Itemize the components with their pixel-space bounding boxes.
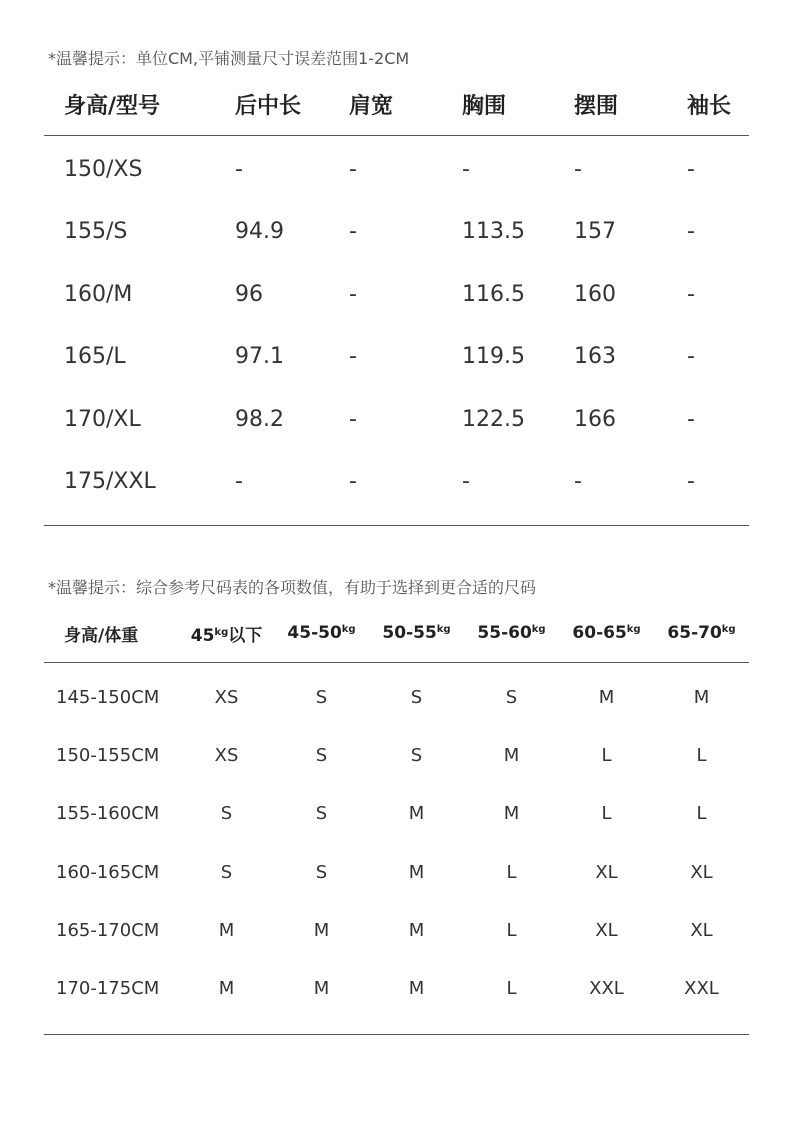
- table-cell: XXL: [589, 978, 624, 1000]
- table-cell: S: [315, 861, 328, 883]
- table-cell: L: [696, 744, 707, 766]
- table-cell: 165-170CM: [56, 919, 160, 941]
- table-row: [44, 263, 749, 326]
- table-cell: S: [410, 744, 423, 766]
- table-cell: L: [506, 861, 517, 883]
- table-cell: 150/XS: [64, 156, 143, 182]
- table-cell: M: [313, 978, 330, 1000]
- table-cell: L: [696, 803, 707, 825]
- table-body: [44, 136, 749, 526]
- table-cell: -: [574, 469, 582, 495]
- table-cell: S: [315, 744, 328, 766]
- table-header: [44, 74, 749, 136]
- table-row: [44, 959, 749, 1017]
- table-cell: -: [574, 156, 582, 182]
- recommendation-table-note: *温馨提示：综合参考尺码表的各项数值，有助于选择到更合适的尺码: [48, 578, 537, 597]
- size-table-note: *温馨提示：单位CM,平铺测量尺寸误差范围1-2CM: [48, 49, 410, 68]
- table-cell: -: [687, 406, 695, 432]
- header-sleeve-length: 袖长: [687, 94, 732, 119]
- table-cell: 116.5: [462, 281, 525, 307]
- table-cell: M: [598, 686, 615, 708]
- table-cell: -: [687, 469, 695, 495]
- header-chest: 胸围: [462, 94, 507, 119]
- table-row: [44, 726, 749, 784]
- table-cell: 150-155CM: [56, 744, 160, 766]
- header-weight-range: $50-55^{kg}$: [382, 623, 451, 643]
- table-cell: -: [462, 469, 470, 495]
- table-row: [44, 668, 749, 726]
- header-weight-range: $45^{kg}$以下: [190, 625, 263, 646]
- garment-size-table: [44, 74, 749, 526]
- header-height-size: 身高/型号: [64, 94, 161, 119]
- table-cell: 166: [574, 406, 616, 432]
- table-cell: L: [506, 919, 517, 941]
- table-cell: -: [349, 344, 357, 370]
- table-cell: 163: [574, 344, 616, 370]
- table-row: [44, 843, 749, 901]
- table-cell: XL: [690, 861, 713, 883]
- header-weight-range: $60-65^{kg}$: [572, 623, 641, 643]
- table-cell: L: [601, 803, 612, 825]
- table-header: [44, 604, 749, 663]
- table-cell: M: [503, 744, 520, 766]
- table-cell: 122.5: [462, 406, 525, 432]
- table-cell: XS: [214, 744, 239, 766]
- table-cell: 97.1: [235, 344, 284, 370]
- table-cell: -: [235, 469, 243, 495]
- table-cell: 160/M: [64, 281, 133, 307]
- header-weight-range: $65-70^{kg}$: [667, 623, 736, 643]
- header-height-weight: 身高/体重: [64, 625, 139, 646]
- table-row: [44, 451, 749, 514]
- header-shoulder-width: 肩宽: [349, 94, 394, 119]
- table-body: [44, 663, 749, 1035]
- table-cell: M: [408, 861, 425, 883]
- table-row: [44, 326, 749, 389]
- table-cell: 96: [235, 281, 263, 307]
- table-cell: -: [349, 406, 357, 432]
- table-cell: S: [505, 686, 518, 708]
- table-cell: M: [408, 919, 425, 941]
- table-cell: XS: [214, 686, 239, 708]
- header-weight-range: $55-60^{kg}$: [477, 623, 546, 643]
- header-back-length: 后中长: [235, 94, 302, 119]
- table-cell: M: [218, 919, 235, 941]
- table-cell: 94.9: [235, 219, 284, 245]
- table-cell: M: [693, 686, 710, 708]
- table-cell: -: [349, 281, 357, 307]
- table-cell: M: [408, 978, 425, 1000]
- table-cell: 165/L: [64, 344, 126, 370]
- table-cell: XL: [595, 919, 618, 941]
- table-cell: S: [315, 686, 328, 708]
- table-cell: 170/XL: [64, 406, 141, 432]
- table-cell: 155/S: [64, 219, 128, 245]
- table-cell: -: [349, 156, 357, 182]
- table-cell: S: [410, 686, 423, 708]
- table-row: [44, 785, 749, 843]
- table-cell: M: [313, 919, 330, 941]
- table-cell: -: [349, 469, 357, 495]
- table-row: [44, 201, 749, 264]
- table-cell: L: [601, 744, 612, 766]
- header-weight-range: $45-50^{kg}$: [287, 623, 356, 643]
- table-cell: 98.2: [235, 406, 284, 432]
- table-cell: S: [220, 861, 233, 883]
- table-cell: -: [687, 281, 695, 307]
- table-cell: M: [408, 803, 425, 825]
- table-cell: -: [687, 156, 695, 182]
- table-cell: XL: [595, 861, 618, 883]
- header-hem: 摆围: [574, 94, 619, 119]
- table-cell: -: [235, 156, 243, 182]
- table-cell: -: [462, 156, 470, 182]
- table-cell: S: [315, 803, 328, 825]
- table-cell: XL: [690, 919, 713, 941]
- table-cell: 155-160CM: [56, 803, 160, 825]
- table-row: [44, 388, 749, 451]
- table-cell: 175/XXL: [64, 469, 156, 495]
- table-cell: M: [503, 803, 520, 825]
- table-cell: S: [220, 803, 233, 825]
- table-cell: M: [218, 978, 235, 1000]
- table-cell: 113.5: [462, 219, 525, 245]
- table-cell: 170-175CM: [56, 978, 160, 1000]
- table-cell: -: [349, 219, 357, 245]
- table-cell: XXL: [684, 978, 719, 1000]
- table-row: [44, 138, 749, 201]
- table-cell: 119.5: [462, 344, 525, 370]
- size-recommendation-table: [44, 604, 749, 1035]
- table-cell: 145-150CM: [56, 686, 160, 708]
- table-cell: 160: [574, 281, 616, 307]
- table-cell: -: [687, 219, 695, 245]
- table-cell: 160-165CM: [56, 861, 160, 883]
- table-cell: -: [687, 344, 695, 370]
- table-row: [44, 901, 749, 959]
- table-cell: L: [506, 978, 517, 1000]
- table-cell: 157: [574, 219, 616, 245]
